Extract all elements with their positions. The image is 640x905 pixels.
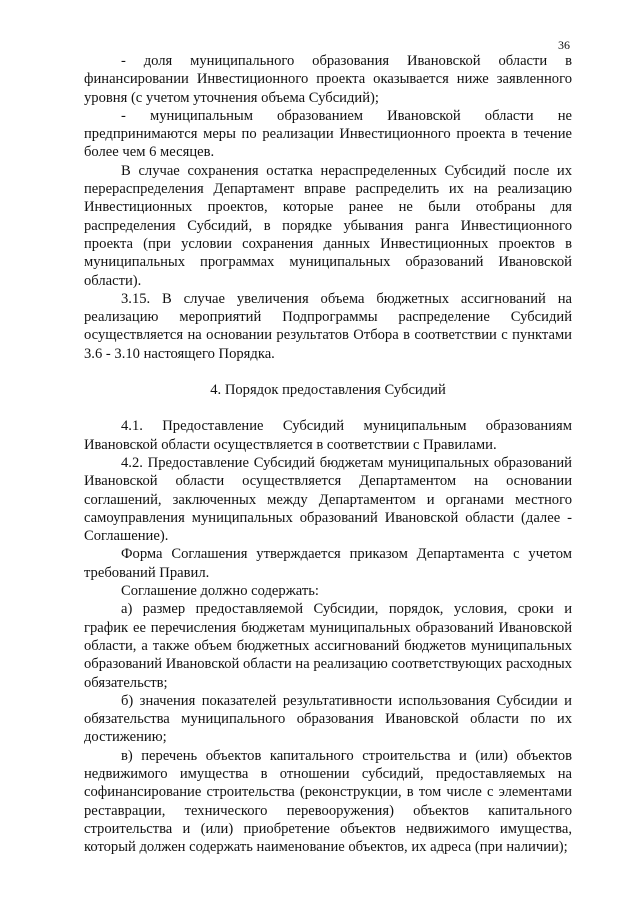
- paragraph-remaining-subsidies: В случае сохранения остатка нераспределенных Субсидий после их перераспределения Департамент вправе распределить их на реализацию Инвестиционных проектов, которые ранее не были отобраны для распределения Субсидий, в порядке убывания ранга Инвестиционного проекта (при условии сохранения данных Инвестиционных проектов в муниципальных программах муниципальных образований Ивановской области).: [84, 162, 572, 289]
- paragraph-4-2: 4.2. Предоставление Субсидий бюджетам муниципальных образований Ивановской области осуществляется Департаментом на основании соглашений, заключенных между Департаментом и органами местного самоуправления муниципальных образований Ивановской области (далее - Соглашение).: [84, 454, 572, 545]
- paragraph-agreement-contents: Соглашение должно содержать:: [121, 583, 319, 600]
- document-body: [84, 52, 572, 856]
- section-title: 4. Порядок предоставления Субсидий: [210, 382, 446, 399]
- paragraph-3-15: 3.15. В случае увеличения объема бюджетных ассигнований на реализацию мероприятий Подпрограммы распределение Субсидий осуществляется на основании результатов Отбора в соответствии с пунктами 3.6 - 3.10 настоящего Порядка.: [84, 290, 572, 362]
- paragraph-no-measures: - муниципальным образованием Ивановской области не предпринимаются меры по реализации Инвестиционного проекта в течение более чем 6 месяцев.: [84, 107, 572, 161]
- paragraph-item-b: б) значения показателей результативности использования Субсидии и обязательства муниципального образования Ивановской области по их достижению;: [84, 692, 572, 746]
- paragraph-item-a: а) размер предоставляемой Субсидии, порядок, условия, сроки и график ее перечисления бюджетам муниципальных образований Ивановской области, а также объем бюджетных ассигнований бюджетов муниципальных образований Ивановской области на реализацию соответствующих расходных обязательств;: [84, 601, 572, 691]
- page-number: 36: [558, 38, 570, 52]
- paragraph-share-below-declared: - доля муниципального образования Ивановской области в финансировании Инвестиционного проекта оказывается ниже заявленного уровня (с учетом уточнения объема Субсидий);: [84, 53, 572, 106]
- paragraph-4-1: 4.1. Предоставление Субсидий муниципальным образованиям Ивановской области осуществляется в соответствии с Правилами.: [84, 418, 572, 453]
- paragraph-agreement-form: Форма Соглашения утверждается приказом Департамента с учетом требований Правил.: [84, 546, 572, 581]
- paragraph-item-c: в) перечень объектов капитального строительства и (или) объектов недвижимого имущества в отношении субсидий, предоставляемых на софинансирование строительства (реконструкции, в том числе с элементами реставрации, технического перевооружения) объектов капитального строительства и (или) приобретение объектов недвижимого имущества, который должен содержать наименование объектов, их адреса (при наличии);: [84, 747, 572, 856]
